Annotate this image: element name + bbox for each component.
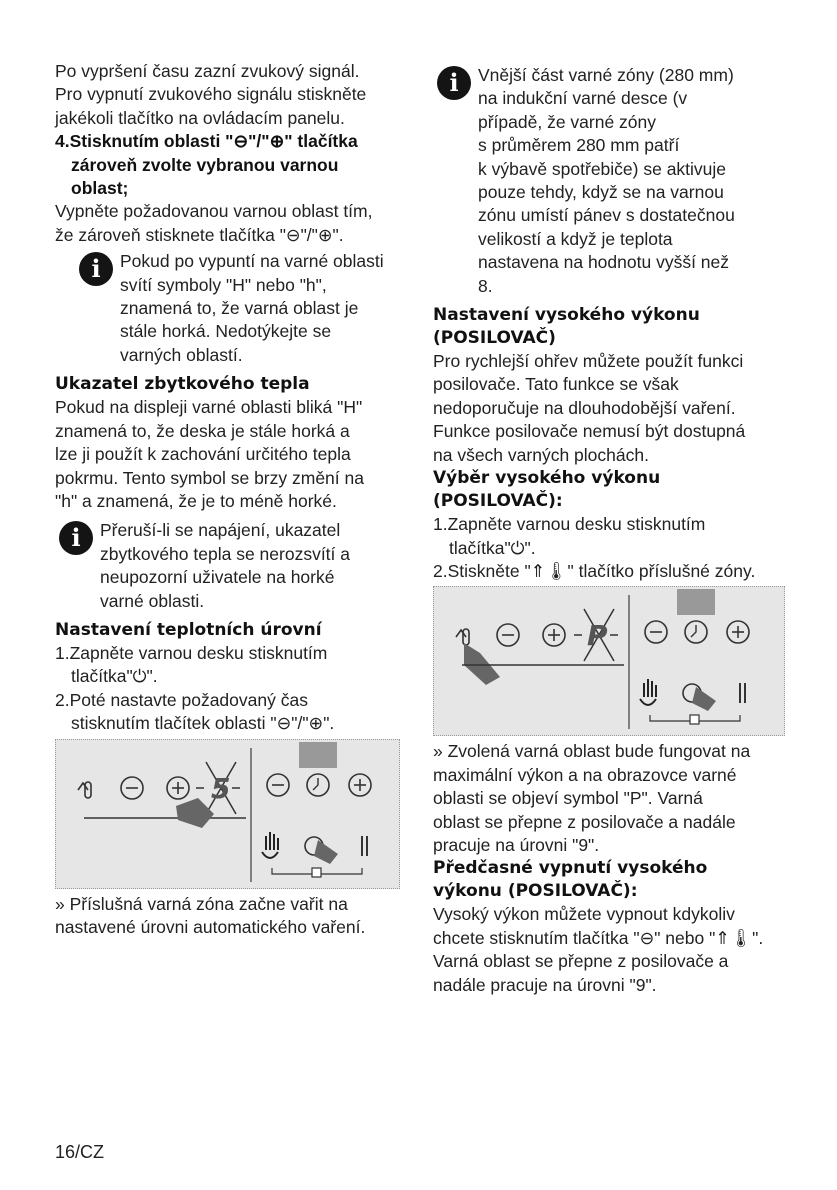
result-line: » Zvolená varná oblast bude fungovat na xyxy=(433,741,751,762)
display-value: 5 xyxy=(211,771,231,805)
info-icon: i xyxy=(437,66,471,100)
pause-icon xyxy=(362,836,367,856)
display-value: P xyxy=(587,619,608,653)
control-panel-graphic xyxy=(56,740,399,888)
section-heading-residual-heat: Ukazatel zbytkového tepla xyxy=(55,374,310,395)
boost-icon xyxy=(78,782,91,798)
boost-text: Funkce posilovače nemusí být dostupná xyxy=(433,421,746,442)
residual-text: lze ji použít k zachování určitého tepla xyxy=(55,444,351,465)
left-column xyxy=(55,60,400,939)
temp-step-2: 2.Poté nastavte požadovaný čas stisknutím tlačítek oblasti "⊖"/"⊕". xyxy=(55,689,335,734)
finger-icon xyxy=(464,643,500,685)
section-heading-temperature: Nastavení teplotních úrovní xyxy=(55,619,322,640)
section-heading-boost: Nastavení vysokého výkonu (POSILOVAČ) xyxy=(433,305,700,349)
control-panel-illustration xyxy=(55,739,400,889)
result-line: nastavené úrovni automatického vaření. xyxy=(55,916,366,937)
lock-icon xyxy=(312,868,321,877)
residual-text: znamená to, že deska je stále horká a xyxy=(55,420,350,441)
info-note-hot: i Pokud po vypuntí na varné oblasti svítí symboly "H" nebo "h", znamená to, že varná oblast je stále horká. Nedotýkejte se varných oblastí. xyxy=(75,250,400,367)
lock-icon xyxy=(690,715,699,724)
temp-step-1: 1.Zapněte varnou desku stisknutím tlačítka"⏻". xyxy=(55,642,328,687)
boost-text: posilovače. Tato funkce se však xyxy=(433,374,679,395)
hand-icon xyxy=(262,832,278,858)
section-heading-boost-stop: Předčasné vypnutí vysokého výkonu (POSILOVAČ): xyxy=(433,858,708,902)
control-panel-graphic xyxy=(434,587,777,735)
boost-step-2: 2.Stiskněte "⇑🌡" tlačítko příslušné zóny. xyxy=(433,560,756,581)
finger-icon xyxy=(176,798,214,828)
stop-text: Varná oblast se přepne z posilovače a xyxy=(433,951,729,972)
intro-line: Po vypršení času zazní zvukový signál. xyxy=(55,61,360,81)
boost-icon xyxy=(456,629,469,645)
residual-text: Pokud na displeji varné oblasti bliká "H" xyxy=(55,397,363,418)
control-panel-illustration xyxy=(433,586,785,736)
step4-title: 4.Stisknutím oblasti "⊖"/"⊕" tlačítka zároveň zvolte vybranou varnou oblast; xyxy=(55,131,358,199)
right-column xyxy=(433,64,785,997)
intro-line: jakékoli tlačítko na ovládacím panelu. xyxy=(55,107,345,128)
section-heading-boost-select: Výběr vysokého výkonu (POSILOVAČ): xyxy=(433,468,661,512)
boost-text: na všech varných plochách. xyxy=(433,444,649,465)
stop-text: chcete stisknutím tlačítka "⊖" nebo "⇑🌡". xyxy=(433,927,764,948)
hand-icon xyxy=(640,679,656,705)
residual-text: pokrmu. Tento symbol se brzy změní na xyxy=(55,467,364,488)
step4-text: Vypněte požadovanou varnou oblast tím, xyxy=(55,201,373,222)
result-line: » Příslušná varná zóna začne vařit na xyxy=(55,893,348,914)
boost-text: nedoporučuje na dlouhodobější vaření. xyxy=(433,397,736,418)
boost-step-1: 1.Zapněte varnou desku stisknutím tlačítka"⏻". xyxy=(433,514,706,558)
result-line: pracuje na úrovni "9". xyxy=(433,834,600,855)
stop-text: nadále pracuje na úrovni "9". xyxy=(433,974,657,995)
stop-text: Vysoký výkon můžete vypnout kdykoliv xyxy=(433,904,735,925)
info-icon: i xyxy=(79,252,113,286)
intro-line: Pro vypnutí zvukového signálu stiskněte xyxy=(55,84,367,105)
pause-icon xyxy=(740,683,745,703)
result-line: oblasti se objeví symbol "P". Varná xyxy=(433,788,703,809)
result-line: oblast se přepne z posilovače a nadále xyxy=(433,811,736,832)
info-icon: i xyxy=(59,521,93,555)
boost-text: Pro rychlejší ohřev můžete použít funkci xyxy=(433,351,744,372)
step4-text: že zároveň stisknete tlačítka "⊖"/"⊕". xyxy=(55,224,344,245)
result-line: maximální výkon a na obrazovce varné xyxy=(433,764,737,785)
residual-text: "h" a znamená, že je to méně horké. xyxy=(55,490,337,511)
info-note-power: i Přeruší-li se napájení, ukazatel zbytkového tepla se nerozsvítí a neupozorní uživatele na horké varné oblasti. xyxy=(55,519,400,613)
page-number: 16/CZ xyxy=(55,1142,105,1162)
info-note-outer-zone: i Vnější část varné zóny (280 mm) na indukční varné desce (v případě, že varné zóny s průměrem 280 mm patří k výbavě spotřebiče) se aktivuje pouze tehdy, když se na varnou zónu umístí pánev s dostatečnou velikostí a když je teplota nastavena na hodnotu vyšší než 8. xyxy=(433,64,785,298)
